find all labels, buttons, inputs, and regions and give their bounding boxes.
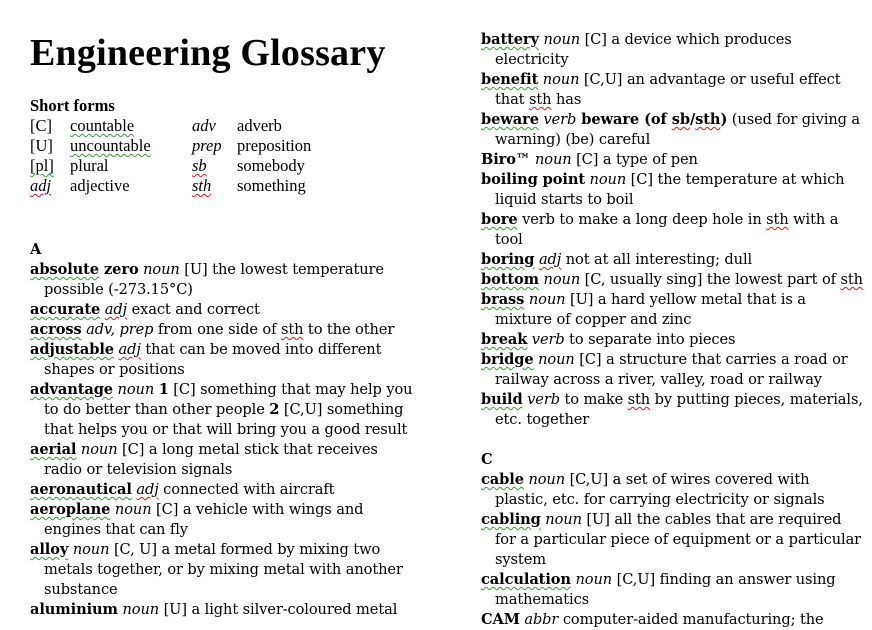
- definition: [C,U] finding an answer using mathematics: [495, 571, 836, 608]
- part-of-speech: adj: [538, 251, 562, 268]
- definition: [C] a device which produces electricity: [495, 31, 792, 68]
- section-letter-a: A: [30, 241, 42, 258]
- entry-absolute-zero: [30, 260, 420, 300]
- headword: aluminium: [30, 601, 118, 618]
- definition-cont: has: [551, 91, 582, 108]
- part-of-speech: noun: [543, 271, 581, 288]
- short-forms-heading: Short forms: [30, 96, 115, 115]
- definition: [C] a structure that carries a road or railway across a river, valley, road or railway: [495, 351, 848, 388]
- entry-across: [30, 320, 420, 340]
- entry-boiling-point: [481, 170, 866, 210]
- entry-bridge: [481, 350, 866, 390]
- abbr: sb: [192, 156, 207, 175]
- entry-beware: [481, 110, 866, 150]
- definition: to make a long deep hole in: [554, 211, 767, 228]
- definition: to separate into pieces: [564, 331, 736, 348]
- definition: [C,U] an advantage or useful effect that: [495, 71, 841, 108]
- short-forms-table: [30, 116, 357, 196]
- headword: accurate: [30, 301, 101, 318]
- definition: not at all interesting; dull: [561, 251, 753, 268]
- definition: [C] the temperature at which liquid starts to boil: [495, 171, 845, 208]
- entry-brass: [481, 290, 866, 330]
- definition: connected with aircraft: [158, 481, 335, 498]
- headword: break: [481, 331, 528, 348]
- part-of-speech: noun: [538, 351, 575, 368]
- abbr: [U]: [30, 136, 53, 155]
- part-of-speech: noun: [528, 291, 566, 308]
- definition-abbr: sth: [840, 271, 863, 288]
- headword: advantage: [30, 381, 113, 398]
- sense-number: 1: [158, 381, 169, 398]
- headword: beware: [481, 111, 539, 128]
- entry-adjustable: [30, 340, 420, 380]
- definition: [C, usually sing] the lowest part of: [580, 271, 841, 288]
- definition: [U] a light silver-coloured metal: [159, 601, 398, 618]
- part-of-speech: adj: [104, 301, 128, 318]
- headword: bridge: [481, 351, 534, 368]
- definition: [U] the lowest temperature possible (-273.15°C): [44, 261, 384, 298]
- phrase-close: ): [720, 111, 728, 128]
- headword: cable: [481, 471, 524, 488]
- part-of-speech: verb: [522, 211, 555, 228]
- entry-aerial: [30, 440, 420, 480]
- definition: [C] a type of pen: [571, 151, 698, 168]
- abbr-meaning: adjective: [70, 176, 130, 195]
- headword: adjustable: [30, 341, 114, 358]
- entry-cabling: [481, 510, 866, 570]
- definition-cont: to the other: [303, 321, 395, 338]
- abbr-meaning: plural: [70, 156, 109, 175]
- part-of-speech: noun: [534, 151, 572, 168]
- glossary-column-left: [30, 240, 420, 620]
- headword: aeroplane: [30, 501, 111, 518]
- definition: from one side of: [153, 321, 281, 338]
- headword: Biro™: [481, 151, 531, 168]
- part-of-speech: noun: [542, 71, 580, 88]
- short-forms-key: [30, 96, 357, 196]
- entry-cable: [481, 470, 866, 510]
- definition-cont: with a tool: [495, 211, 839, 248]
- entry-biro: [481, 150, 866, 170]
- part-of-speech: abbr: [524, 611, 559, 628]
- headword: bore: [481, 211, 518, 228]
- abbr: adj: [30, 176, 52, 195]
- part-of-speech: noun: [589, 171, 627, 188]
- definition-abbr: sth: [766, 211, 789, 228]
- headword: battery: [481, 31, 539, 48]
- part-of-speech: noun: [543, 31, 581, 48]
- definition: exact and correct: [127, 301, 260, 318]
- entry-calculation: [481, 570, 866, 610]
- page-title: Engineering Glossary: [30, 32, 386, 74]
- part-of-speech: noun: [545, 511, 582, 528]
- definition: [C] a long metal stick that receives radio or television signals: [44, 441, 378, 478]
- phrase-abbr: sb: [671, 111, 690, 128]
- headword: calculation: [481, 571, 571, 588]
- entry-aeronautical: [30, 480, 420, 500]
- headword: CAM: [481, 611, 520, 628]
- part-of-speech: verb: [527, 391, 560, 408]
- abbr: [C]: [30, 116, 52, 135]
- entry-boring: [481, 250, 866, 270]
- definition-abbr: sth: [627, 391, 651, 408]
- headword: bottom: [481, 271, 539, 288]
- part-of-speech: adj: [118, 341, 141, 358]
- glossary-column-right: [481, 30, 866, 630]
- entry-build: [481, 390, 866, 430]
- abbr-meaning: something: [237, 176, 306, 195]
- section-spacer: [481, 430, 866, 450]
- headword: build: [481, 391, 523, 408]
- definition: [U] all the cables that are required for a particular piece of equipment or a particular system: [495, 511, 862, 568]
- phrase-abbr: sth: [695, 111, 721, 128]
- entry-battery: [481, 30, 866, 70]
- definition: to make: [559, 391, 628, 408]
- headword: aerial: [30, 441, 77, 458]
- definition: [U] a hard yellow metal that is a mixture of copper and zinc: [495, 291, 806, 328]
- entry-bore: [481, 210, 866, 250]
- headword: brass: [481, 291, 525, 308]
- part-of-speech: noun: [143, 261, 180, 278]
- entry-cam: [481, 610, 866, 630]
- abbr-meaning: countable: [70, 116, 135, 135]
- part-of-speech: verb: [531, 331, 565, 348]
- definition: [C, U] a metal formed by mixing two metals together, or by mixing metal with another substance: [44, 541, 403, 598]
- headword: boring: [481, 251, 535, 268]
- entry-alloy: [30, 540, 420, 600]
- definition: [C] a vehicle with wings and engines that can fly: [44, 501, 364, 538]
- headword: across: [30, 321, 82, 338]
- part-of-speech: noun: [114, 501, 152, 518]
- part-of-speech: adv, prep: [86, 321, 154, 338]
- entry-accurate: [30, 300, 420, 320]
- part-of-speech: verb: [543, 111, 577, 128]
- abbr-meaning: somebody: [237, 156, 305, 175]
- entry-aluminium: [30, 600, 420, 620]
- headword: absolute: [30, 261, 99, 278]
- definition: (used for giving a warning) (be) careful: [495, 111, 861, 148]
- abbr-meaning: preposition: [237, 136, 312, 155]
- definition: [C] something that may help you to do better than other people: [44, 381, 413, 418]
- abbr: sth: [192, 176, 212, 195]
- part-of-speech: noun: [80, 441, 118, 458]
- part-of-speech: noun: [122, 601, 160, 618]
- part-of-speech: noun: [575, 571, 613, 588]
- phrase-slash: /: [689, 111, 696, 128]
- definition-abbr: sth: [528, 91, 552, 108]
- sense-number: 2: [269, 401, 280, 418]
- section-letter-c: C: [481, 451, 493, 468]
- part-of-speech: noun: [528, 471, 566, 488]
- headword-cont: zero: [99, 261, 139, 278]
- abbr: [pl]: [30, 156, 54, 175]
- abbr-meaning: adverb: [237, 116, 282, 135]
- definition-abbr: sth: [280, 321, 304, 338]
- part-of-speech: noun: [117, 381, 155, 398]
- headword: boiling point: [481, 171, 585, 188]
- abbr: prep: [192, 136, 222, 155]
- abbr-meaning: uncountable: [70, 136, 151, 155]
- abbr: adv: [192, 116, 216, 135]
- entry-break: [481, 330, 866, 350]
- headword: aeronautical: [30, 481, 132, 498]
- headword: alloy: [30, 541, 69, 558]
- headword: benefit: [481, 71, 539, 88]
- headword: cabling: [481, 511, 541, 528]
- definition: computer-aided manufacturing; the: [558, 611, 824, 628]
- entry-advantage: [30, 380, 420, 440]
- definition: that can be moved into different shapes or positions: [44, 341, 382, 378]
- definition: [C,U] a set of wires covered with plastic, etc. for carrying electricity or signals: [495, 471, 825, 508]
- part-of-speech: adj: [136, 481, 159, 498]
- entry-benefit: [481, 70, 866, 110]
- entry-aeroplane: [30, 500, 420, 540]
- entry-bottom: [481, 270, 866, 290]
- part-of-speech: noun: [72, 541, 110, 558]
- definition-cont: by putting pieces, materials, etc. together: [495, 391, 863, 428]
- definition-cont: [C,U] something that helps you or that will bring you a good result: [44, 401, 408, 438]
- phrase: beware (of: [576, 111, 672, 128]
